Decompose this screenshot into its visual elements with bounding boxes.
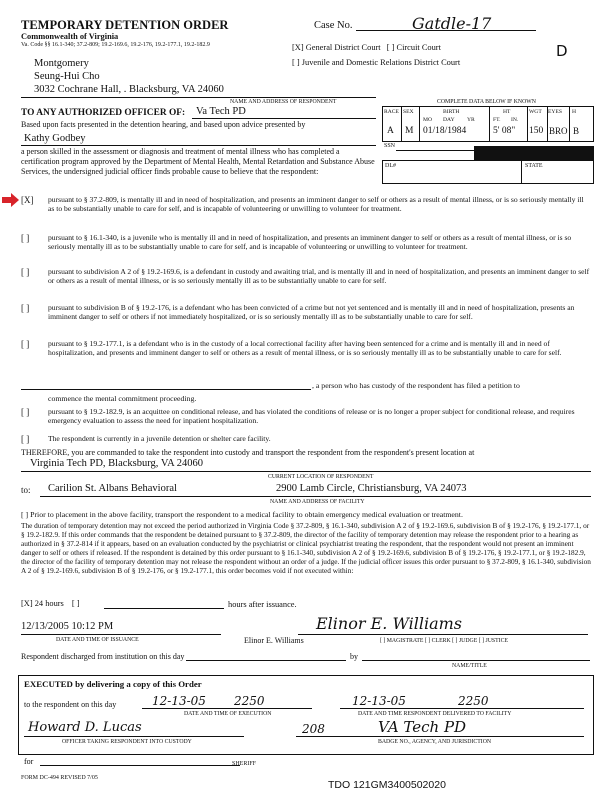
badge-number: 208 xyxy=(302,722,325,736)
jdr-label: Juvenile and Domestic Relations District Court xyxy=(301,58,461,67)
issuance-caption: DATE AND TIME OF ISSUANCE xyxy=(56,637,139,643)
24-hours-label: 24 hours xyxy=(34,599,64,608)
option-text: pursuant to § 37.2-809, is mentally ill and in need of hospitalization, and presents an imminent danger to self or others as a result of mental illness, or is so seriously mentally ill as to be substantially unable to care for self, and is incapable of volunteering or unwilling to volunteer for treatment. xyxy=(48,195,584,214)
petition-suffix: , a person who has custody of the respondent has filed a petition to xyxy=(312,381,520,390)
id-table xyxy=(382,106,594,142)
to-label: to: xyxy=(21,485,31,495)
mo-header: MO xyxy=(423,117,433,123)
tdo-number: TDO 121GM3400502020 xyxy=(328,779,446,791)
other-hours-line xyxy=(104,608,224,609)
hours-after-text: hours after issuance. xyxy=(228,600,297,609)
commonwealth-label: Commonwealth of Virginia xyxy=(21,32,119,41)
executed-label: EXECUTED by delivering a copy of this Order xyxy=(24,679,202,689)
option-text: pursuant to § 19.2-182.9, is an acquittee on conditional release, and has violated the conditions of release or is no longer a proper subject for conditional release, and requires emergency evaluation to assess the need for inpatient hospitalization. xyxy=(48,407,575,426)
judge-printed-name: Elinor E. Williams xyxy=(244,636,304,645)
circuit-court-checkbox: [ ] xyxy=(386,43,395,52)
option-text: The respondent is currently in a juvenile detention or shelter care facility. xyxy=(48,434,271,443)
current-location: Virginia Tech PD, Blacksburg, VA 24060 xyxy=(30,458,203,469)
delivered-line xyxy=(340,708,584,709)
discharged-by-line xyxy=(362,660,590,661)
dob-value: 01/18/1984 xyxy=(423,126,467,136)
issuance-line xyxy=(21,634,221,635)
execution-date: 12-13-05 xyxy=(152,694,206,708)
jdr-checkbox: [ ] xyxy=(292,58,300,67)
hair-value: B xyxy=(573,126,580,136)
execution-time: 2250 xyxy=(234,694,265,708)
option-checkbox: [X] xyxy=(21,195,34,205)
option-text: pursuant to § 16.1-340, is a juvenile who is mentally ill and in need of hospitalization, and presents an imminent danger to self or others as a result of mental illness, or is so seriously mentally ill as to be substantially unable to care for self, and is incapable of volunteering or unwilling to volunteer for treatment. xyxy=(48,233,572,252)
to-respondent-label: to the respondent on this day xyxy=(24,700,117,709)
officer-signature: Howard D. Lucas xyxy=(28,720,142,735)
sheriff-label: SHERIFF xyxy=(232,761,257,767)
sex-value: M xyxy=(405,126,414,136)
eyes-value: BRO xyxy=(549,126,568,136)
duration-paragraph: The duration of temporary detention may not exceed the period authorized in Virginia Code § 37.2-809, § 16.1-340, subdivision A 2 of § 19.2-169.6, subdivision B of § 19.2-176, § 19.2-177.1, or § 19.2-182.9. If this order commands that the respondent be detained pursuant to § 37.2-809, the director of the facility of temporary detention may release the respondent prior to a hearing as authorized in § 37.2-814 if it appears, based on an evaluation conducted by the psychiatrist or clinical psychiatrist treating the respondent, that the respondent would not present an imminent danger to self or others if released. If the respondent is detained by this order pursuant to § 16.1-340, subdivision A 2 of § 19.2-169.6, subdivision B of § 19.2-176, § 19.2-177.1, or § 19.2-182.9, the director of the facility of temporary detention may not release the respondent without an order of a judge. If the judicial officer issues this order pursuant to § 37.2-809, § 16.1-340, subdivision A 2 of § 19.2-169.6, subdivision B of § 19.2-176, or § 19.2-177.1, this order becomes void if not executed within: xyxy=(21,521,591,575)
respondent-caption: NAME AND ADDRESS OF RESPONDENT xyxy=(230,99,337,105)
general-district-checkbox: [X] xyxy=(292,43,304,52)
in-header: IN. xyxy=(511,117,519,123)
petition-blank xyxy=(21,389,311,390)
case-number-label: Case No. xyxy=(314,20,353,31)
yr-header: YR xyxy=(467,117,475,123)
weight-value: 150 xyxy=(529,126,544,136)
form-number: FORM DC-494 REVISED 7/05 xyxy=(21,775,98,781)
judge-signature: Elinor E. Williams xyxy=(316,614,462,633)
race-value: A xyxy=(387,126,394,136)
officer-caption: OFFICER TAKING RESPONDENT INTO CUSTODY xyxy=(62,739,192,745)
option-text: pursuant to § 19.2-177.1, is a defendant who is in the custody of a local correctional facility after having been sentenced for a crime and is mentally ill and in need of hospitalization, and presents and imminent danger to self or others as a result of mental illness, or is so seriously mentally ill as to be substantially unable to care for self. xyxy=(48,339,562,358)
by-label: by xyxy=(350,652,358,661)
option-checkbox: [ ] xyxy=(21,339,30,349)
respondent-address: 3032 Cochrane Hall, . Blacksburg, VA 24060 xyxy=(34,84,224,95)
24-hours-checkbox: [X] xyxy=(21,599,33,608)
option-checkbox: [ ] xyxy=(21,303,30,313)
facility-address: 2900 Lamb Circle, Christiansburg, VA 24073 xyxy=(276,483,467,494)
respondent-court: Montgomery xyxy=(34,58,89,69)
id-table-caption: COMPLETE DATA BELOW IF KNOWN xyxy=(437,99,536,105)
discharged-text: Respondent discharged from institution on this day xyxy=(21,652,185,661)
case-number-value: Gatdle-17 xyxy=(412,14,492,33)
option-checkbox: [ ] xyxy=(21,434,30,444)
wgt-header: WGT xyxy=(529,109,542,115)
option-text: pursuant to subdivision A 2 of § 19.2-169.6, is a defendant in custody and awaiting trial, and is mentally ill and in need of hospitalization, and presents an imminent danger to self or others as a result of mental illness, or is so seriously mentally ill as to be substantially unable to care for self. xyxy=(48,267,590,286)
name-title-caption: NAME/TITLE xyxy=(452,663,487,669)
option-text: pursuant to subdivision B of § 19.2-176, is a defendant who has been convicted of a crime but not yet sentenced and is mentally ill and in need of hospitalization, presents an imminent danger to self or others if not immediately hospitalized, or is so seriously mentally ill as to be substantially unable to care for self. xyxy=(48,303,575,322)
facility-line xyxy=(40,496,591,497)
delivered-caption: DATE AND TIME RESPONDENT DELIVERED TO FACILITY xyxy=(358,711,512,717)
location-caption: CURRENT LOCATION OF RESPONDENT xyxy=(268,474,374,480)
ssn-label: SSN xyxy=(384,143,396,149)
for-label: for xyxy=(24,757,34,766)
prior-checkbox: [ ] xyxy=(21,510,29,519)
dl-label: DL# xyxy=(385,163,396,169)
prior-text: Prior to placement in the above facility, transport the respondent to a medical facility to obtain emergency medical evaluation or treatment. xyxy=(30,510,463,519)
facility-name: Carilion St. Albans Behavioral xyxy=(48,483,177,494)
execution-line xyxy=(142,708,312,709)
dl-box xyxy=(382,160,594,184)
sheriff-line xyxy=(40,765,240,766)
option-checkbox: [ ] xyxy=(21,267,30,277)
hours-row xyxy=(21,599,80,608)
facility-caption: NAME AND ADDRESS OF FACILITY xyxy=(270,499,365,505)
corner-mark: D xyxy=(556,42,568,60)
sex-header: SEX xyxy=(403,109,414,115)
va-code-citation: Va. Code §§ 16.1-340; 37.2-809; 19.2-169.6, 19.2-176, 19.2-177.1, 19.2-182.9 xyxy=(21,42,210,48)
form-title: TEMPORARY DETENTION ORDER xyxy=(21,18,229,32)
evaluator-name: Kathy Godbey xyxy=(24,133,86,144)
other-hours-checkbox: [ ] xyxy=(71,599,80,608)
ht-header: HT xyxy=(503,109,511,115)
prior-row xyxy=(21,510,463,519)
evaluator-line xyxy=(21,145,376,146)
day-header: DAY xyxy=(443,117,455,123)
state-label: STATE xyxy=(525,163,543,169)
to-officer-label: TO ANY AUTHORIZED OFFICER OF: xyxy=(21,108,186,118)
location-line xyxy=(21,471,591,472)
discharged-date-line xyxy=(186,660,346,661)
circuit-court-label: Circuit Court xyxy=(396,43,441,52)
eyes-header: EYES xyxy=(548,109,562,115)
delivered-date: 12-13-05 xyxy=(352,694,406,708)
intro-paragraph: a person skilled in the assessment or diagnosis and treatment of mental illness who has completed a certification program approved by the Department of Mental Health, Mental Retardation and Substance Abuse Services, the undersigned judicial officer finds probable cause to believe that the respondent: xyxy=(21,147,375,176)
petition-cont: commence the mental commitment proceeding. xyxy=(48,394,197,403)
birth-header: BIRTH xyxy=(443,109,460,115)
officer-agency-handwritten: VA Tech PD xyxy=(378,718,467,736)
hair-header: H xyxy=(572,109,577,115)
badge-caption: BADGE NO., AGENCY, AND JURISDICTION xyxy=(378,739,492,745)
option-checkbox: [ ] xyxy=(21,233,30,243)
based-upon-text: Based upon facts presented in the detention hearing, and based upon advice presented by xyxy=(21,120,306,129)
therefore-text: THEREFORE, you are commanded to take the respondent into custody and transport the respondent from the respondent's present location at xyxy=(21,448,475,457)
badge-line xyxy=(296,736,584,737)
respondent-name: Seung-Hui Cho xyxy=(34,71,100,82)
execution-caption: DATE AND TIME OF EXECUTION xyxy=(184,711,272,717)
judge-caption: [ ] MAGISTRATE [ ] CLERK [ ] JUDGE [ ] JUSTICE xyxy=(380,638,509,644)
officer-signature-line xyxy=(24,736,244,737)
delivered-time: 2250 xyxy=(458,694,489,708)
judge-signature-line xyxy=(298,634,588,635)
officer-agency: Va Tech PD xyxy=(196,106,246,117)
ssn-redaction xyxy=(474,146,594,160)
court-type-row xyxy=(292,43,441,52)
height-value: 5' 08" xyxy=(493,126,516,136)
arrow-icon xyxy=(2,193,20,207)
issuance-datetime: 12/13/2005 10:12 PM xyxy=(21,621,114,632)
jdr-row xyxy=(292,58,460,67)
option-checkbox: [ ] xyxy=(21,407,30,417)
agency-line xyxy=(192,118,376,119)
ft-header: FT. xyxy=(493,117,501,123)
race-header: RACE xyxy=(384,109,399,115)
general-district-label: General District Court xyxy=(305,43,381,52)
